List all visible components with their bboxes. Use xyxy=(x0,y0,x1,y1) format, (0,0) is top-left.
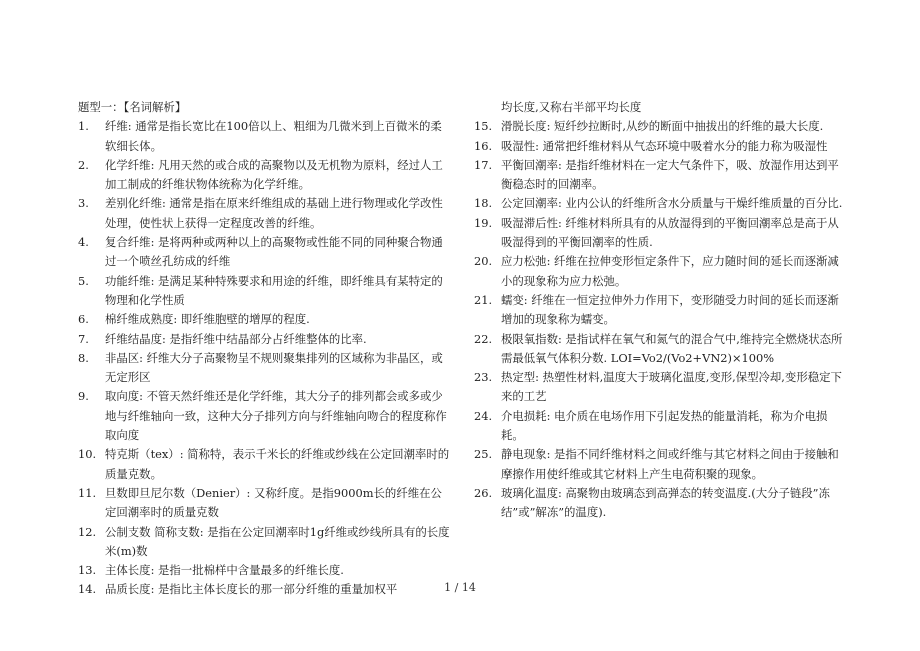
item-text: 蠕变: 纤维在一恒定拉伸外力作用下，变形随受力时间的延长而逐渐增加的现象称为蠕变。 xyxy=(501,292,839,327)
definition-item xyxy=(474,194,846,213)
item-number: 22. xyxy=(474,331,493,346)
definition-item xyxy=(78,561,450,580)
item-number: 7. xyxy=(78,331,89,346)
item-number: 11. xyxy=(78,485,97,500)
item-text: 吸湿性: 通常把纤维材料从气态环境中吸着水分的能力称为吸湿性 xyxy=(501,138,828,153)
definition-item xyxy=(474,291,846,330)
item-text: 复合纤维: 是将两种或两种以上的高聚物或性能不同的同种聚合物通过一个喷丝孔纺成的纤维 xyxy=(105,235,443,269)
definition-item xyxy=(474,407,846,446)
item-text: 极限氧指数: 是指试样在氧气和氮气的混合气中,维持完全燃烧状态所需最低氧气体积分数. LOI=Vo2/(Vo2+VN2)×100% xyxy=(501,331,843,365)
definition-item xyxy=(78,349,450,388)
item-text: 差别化纤维: 通常是指在原来纤维组成的基础上进行物理或化学改性处理，使性状上获得一定程度改善的纤维。 xyxy=(105,196,443,230)
definition-item xyxy=(474,445,846,484)
definition-item xyxy=(474,137,846,156)
page-number: 1 / 14 xyxy=(444,581,476,594)
definition-item xyxy=(78,484,450,523)
section-heading: 题型一：【名词解析】 xyxy=(78,100,187,114)
item-text: 公制支数 简称支数: 是指在公定回潮率时1g纤维或纱线所具有的长度米(m)数 xyxy=(105,524,450,558)
item-text: 纤维结晶度: 是指纤维中结晶部分占纤维整体的比率. xyxy=(105,331,367,346)
definition-item xyxy=(474,368,846,407)
item-text: 玻璃化温度: 高聚物由玻璃态到高弹态的转变温度.(大分子链段”冻结”或”解冻”的温度). xyxy=(501,485,830,520)
definition-item xyxy=(78,194,450,233)
item-number: 10. xyxy=(78,447,97,462)
item-number: 26. xyxy=(474,485,493,500)
item-text: 品质长度: 是指比主体长度长的那一部分纤维的重量加权平 xyxy=(105,582,398,597)
definition-item xyxy=(78,310,450,329)
item-text: 热定型: 热塑性材料,温度大于玻璃化温度,变形,保型冷却,变形稳定下来的工艺 xyxy=(501,370,842,404)
item-number: 19. xyxy=(474,215,493,230)
definition-item xyxy=(78,117,450,156)
definition-item xyxy=(78,156,450,195)
definition-item xyxy=(474,214,846,253)
item-number: 20. xyxy=(474,254,493,269)
item-number: 1. xyxy=(78,119,89,134)
item-text: 功能纤维: 是满足某种特殊要求和用途的纤维，即纤维具有某特定的物理和化学性质 xyxy=(105,273,443,307)
right-column xyxy=(474,98,846,523)
item-number: 17. xyxy=(474,157,493,172)
item-number: 24. xyxy=(474,408,493,423)
definition-item xyxy=(78,233,450,272)
item-text: 静电现象: 是指不同纤维材料之间或纤维与其它材料之间由于接触和摩擦作用使纤维或其它材料上产生电荷积聚的现象。 xyxy=(501,447,839,481)
item-text: 公定回潮率: 业内公认的纤维所含水分质量与干燥纤维质量的百分比. xyxy=(501,196,843,211)
definition-list-right xyxy=(474,117,846,522)
item-number: 13. xyxy=(78,563,97,578)
item-number: 23. xyxy=(474,370,493,385)
item-number: 9. xyxy=(78,389,89,404)
item-text: 纤维: 通常是指长宽比在100倍以上、粗细为几微米到上百微米的柔软细长体。 xyxy=(105,119,442,153)
item-text: 特克斯（tex）: 简称特，表示千米长的纤维或纱线在公定回潮率时的质量克数。 xyxy=(105,447,450,481)
item-number: 14. xyxy=(78,582,97,597)
item-text: 化学纤维: 凡用天然的或合成的高聚物以及无机物为原料，经过人工加工制成的纤维状物体统称为化学纤维。 xyxy=(105,157,443,192)
item-text: 吸湿滞后性: 纤维材料所具有的从放湿得到的平衡回潮率总是高于从吸湿得到的平衡回潮率的性质. xyxy=(501,215,839,250)
item-number: 6. xyxy=(78,312,89,327)
continued-text: 均长度,又称右半部平均长度 xyxy=(501,100,642,114)
item-text: 非晶区: 纤维大分子高聚物呈不规则聚集排列的区域称为非晶区，或无定形区 xyxy=(105,350,443,385)
left-column xyxy=(78,98,450,600)
definition-item xyxy=(78,272,450,311)
item-number: 3. xyxy=(78,196,89,211)
definition-item xyxy=(474,156,846,195)
item-text: 棉纤维成熟度: 即纤维胞壁的增厚的程度. xyxy=(105,312,310,327)
item-text: 应力松弛: 纤维在拉伸变形恒定条件下，应力随时间的延长而逐渐减小的现象称为应力松弛。 xyxy=(501,254,839,288)
item-number: 18. xyxy=(474,196,493,211)
definition-item xyxy=(78,387,450,445)
item-text: 旦数即旦尼尔数（Denier）: 又称纤度。是指9000m长的纤维在公定回潮率时的质量克数 xyxy=(105,485,442,520)
item-number: 2. xyxy=(78,157,89,172)
definition-item xyxy=(474,252,846,291)
item-number: 4. xyxy=(78,235,89,250)
item-text: 平衡回潮率: 是指纤维材料在一定大气条件下，吸、放湿作用达到平衡稳态时的回潮率。 xyxy=(501,157,839,192)
item-number: 5. xyxy=(78,273,89,288)
item-text: 取向度: 不管天然纤维还是化学纤维，其大分子的排列都会或多或少地与纤维轴向一致，这种大分子排列方向与纤维轴向吻合的程度称作取向度 xyxy=(105,389,447,443)
item-text: 滑脱长度: 短纤纱拉断时,从纱的断面中抽拔出的纤维的最大长度. xyxy=(501,119,824,134)
definition-item xyxy=(474,117,846,136)
item-number: 12. xyxy=(78,524,97,539)
item-number: 21. xyxy=(474,292,493,307)
item-number: 25. xyxy=(474,447,493,462)
item-number: 8. xyxy=(78,350,89,365)
definition-item xyxy=(78,445,450,484)
definition-item xyxy=(78,330,450,349)
definition-list-left xyxy=(78,117,450,599)
definition-item xyxy=(78,523,450,562)
item-number: 15. xyxy=(474,119,493,134)
definition-item xyxy=(474,330,846,369)
item-number: 16. xyxy=(474,138,493,153)
definition-item xyxy=(474,484,846,523)
item-text: 主体长度: 是指一批棉样中含量最多的纤维长度. xyxy=(105,563,344,578)
item-text: 介电损耗: 电介质在电场作用下引起发热的能量消耗，称为介电损耗。 xyxy=(501,408,828,443)
